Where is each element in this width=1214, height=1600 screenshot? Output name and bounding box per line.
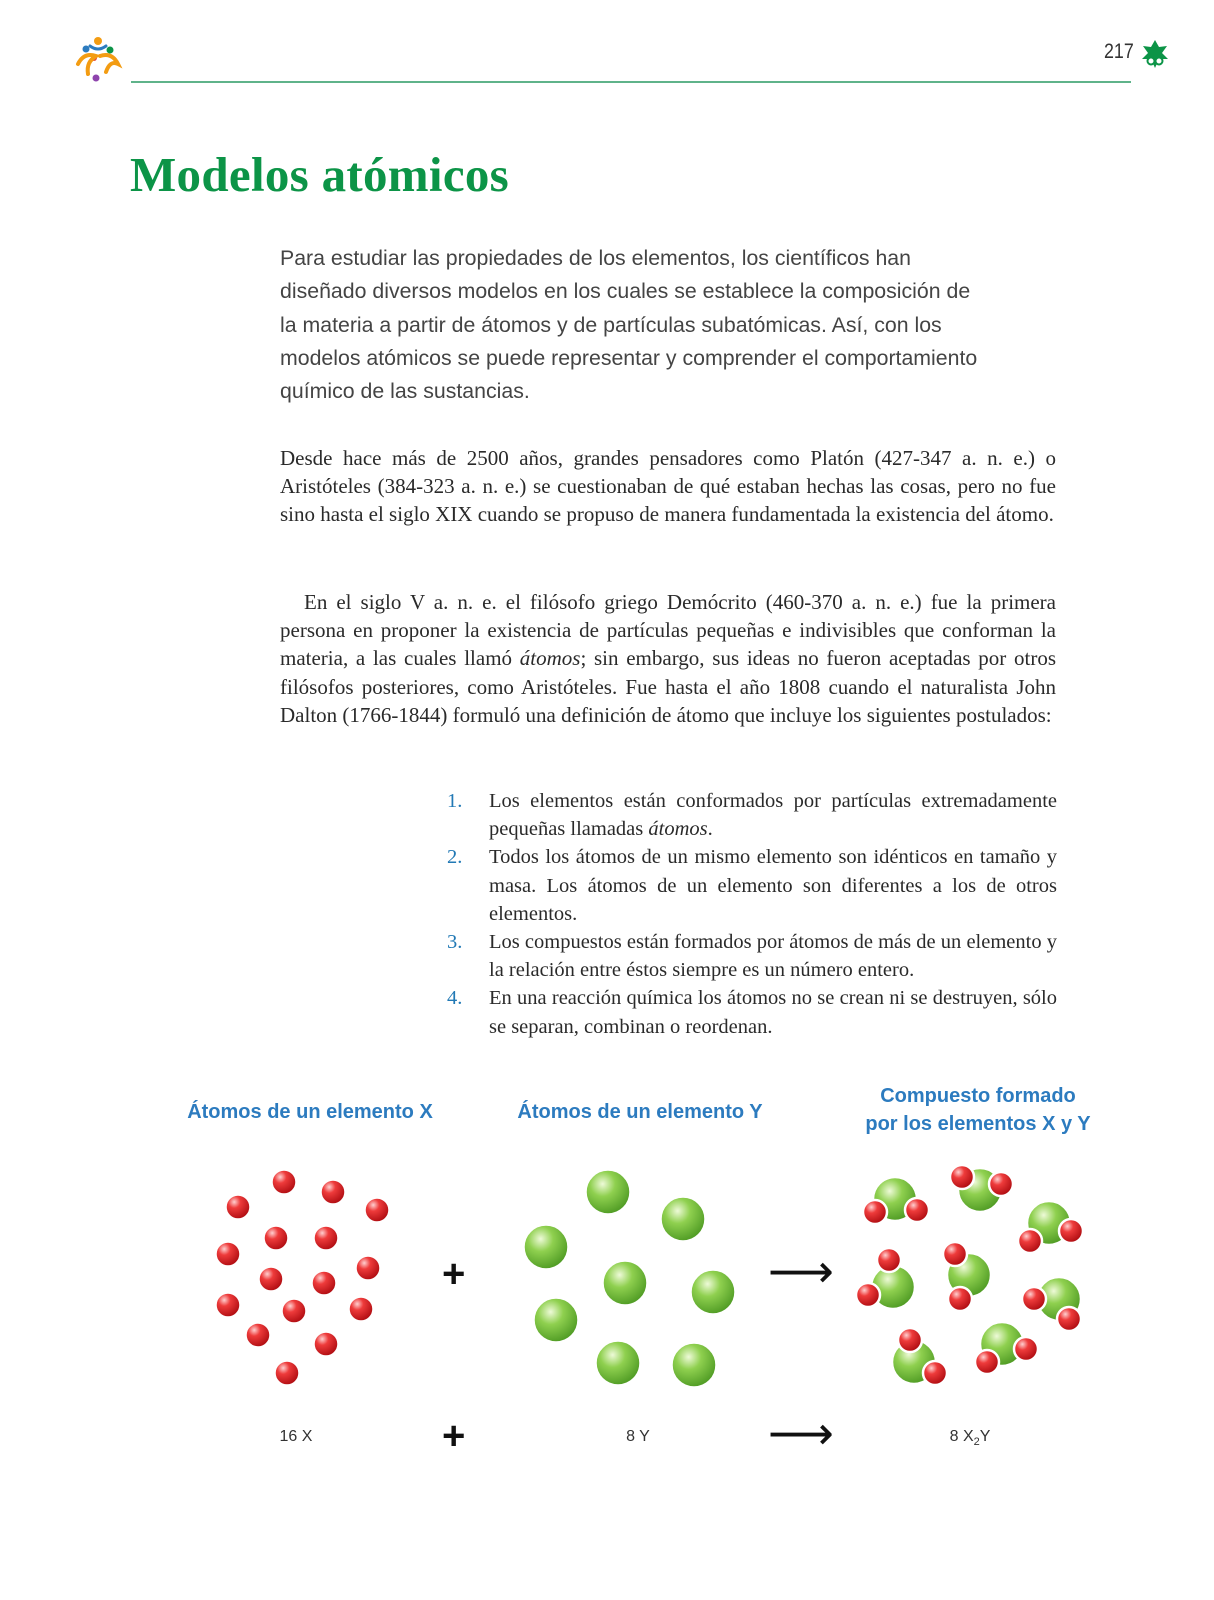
- atom-x: [272, 1170, 297, 1195]
- x2y-molecule: [892, 1328, 947, 1385]
- molecule-x-atom: [975, 1350, 999, 1374]
- postulate-item: [447, 843, 1057, 928]
- democritus-paragraph: [280, 588, 1056, 729]
- postulate-item: [447, 928, 1057, 984]
- caption-compound-suffix: Y: [979, 1428, 991, 1445]
- molecule-y-atom: [947, 1253, 991, 1297]
- dalton-postulates-list: [447, 787, 1057, 1041]
- molecule-x-atom: [898, 1328, 922, 1352]
- header-rule: [131, 81, 1131, 83]
- caption-compound-subscript: 2: [973, 1436, 980, 1449]
- x2y-molecule: [950, 1165, 1013, 1212]
- postulate-text: Los compuestos están formados por átomos de más de un elemento y la relación entre éstos siempre es un número entero.: [489, 931, 1057, 982]
- democritus-text-start: En el siglo V a. n. e. el filósofo griego Demócrito (460-370 a. n. e.) fue la primera persona en proponer la existencia de partículas pequeñas e indivisibles que conforman la materia, a las cuales llamó: [280, 590, 1056, 671]
- reaction-arrow-bottom: ⟶: [768, 1406, 834, 1460]
- postulate-number: 4.: [447, 987, 463, 1010]
- molecule-y-atom: [1027, 1201, 1071, 1245]
- compound-heading-line1: Compuesto formado: [880, 1085, 1076, 1107]
- postulate-emphasis: átomos: [648, 818, 708, 841]
- atom-x: [314, 1226, 339, 1251]
- molecule-x-atom: [948, 1287, 972, 1311]
- atom-x: [356, 1256, 381, 1281]
- x2y-molecule: [1018, 1201, 1083, 1253]
- atom-x: [282, 1299, 307, 1324]
- atom-y: [672, 1343, 717, 1388]
- molecule-x-atom: [877, 1248, 901, 1272]
- plus-sign-top: +: [442, 1252, 466, 1296]
- compound-heading: [828, 1082, 1128, 1138]
- atom-x: [246, 1323, 271, 1348]
- reaction-arrow-top: ⟶: [768, 1244, 834, 1298]
- postulate-number: 2.: [447, 846, 463, 869]
- molecule-y-atom: [1037, 1277, 1081, 1321]
- molecule-x-atom: [1014, 1337, 1038, 1361]
- molecule-x-atom: [989, 1172, 1013, 1196]
- atom-y: [534, 1298, 579, 1343]
- compound-heading-line2: por los elementos X y Y: [865, 1113, 1091, 1135]
- postulate-item: [447, 787, 1057, 843]
- molecule-x-atom: [950, 1165, 974, 1189]
- molecule-x-atom: [863, 1200, 887, 1224]
- molecule-x-atom: [1018, 1229, 1042, 1253]
- molecule-y-atom: [980, 1322, 1024, 1366]
- molecule-x-atom: [943, 1242, 967, 1266]
- molecule-x-atom: [1059, 1219, 1083, 1243]
- atom-y: [524, 1225, 569, 1270]
- atom-x: [275, 1361, 300, 1386]
- molecule-x-atom: [1022, 1287, 1046, 1311]
- atom-x: [216, 1293, 241, 1318]
- caption-compound-prefix: 8 X: [949, 1428, 974, 1445]
- democritus-text-end: ; sin embargo, sus ideas no fueron aceptadas por otros filósofos posteriores, como Aristóteles. Fue hasta el año 1808 cuando el naturalista John Dalton (1766-1844) formuló una definición de átomo que incluye los siguientes postulados:: [280, 646, 1056, 727]
- atom-x: [314, 1332, 339, 1357]
- molecule-y-atom: [892, 1340, 936, 1384]
- atom-x: [264, 1226, 289, 1251]
- molecule-y-atom: [871, 1265, 915, 1309]
- postulate-text: [489, 787, 1057, 843]
- atom-y: [661, 1197, 706, 1242]
- x2y-molecule: [1022, 1277, 1081, 1331]
- x2y-molecule: [856, 1248, 915, 1309]
- molecule-y-atom: [958, 1168, 1002, 1212]
- caption-compound: [910, 1428, 1030, 1448]
- atom-x: [226, 1195, 251, 1220]
- postulate-text-main: Los elementos están conformados por partículas extremadamente pequeñas llamadas: [489, 790, 1057, 841]
- caption-element-x: 16 X: [279, 1428, 313, 1445]
- molecule-x-atom: [1057, 1307, 1081, 1331]
- element-y-heading: Átomos de un elemento Y: [517, 1101, 763, 1123]
- atom-y: [691, 1270, 736, 1315]
- element-y-atoms: [524, 1170, 736, 1388]
- history-paragraph: Desde hace más de 2500 años, grandes pensadores como Platón (427-347 a. n. e.) o Aristóteles (384-323 a. n. e.) se cuestionaban de qué estaban hechas las cosas, pero no fue sino hasta el siglo XIX cuando se propuso de manera fundamentada la existencia del átomo.: [280, 446, 1056, 527]
- colorful-figures-logo-icon: [72, 34, 124, 84]
- atom-y: [596, 1341, 641, 1386]
- element-x-atoms: [216, 1170, 390, 1386]
- postulate-text-tail: .: [707, 818, 713, 841]
- molecule-x-atom: [905, 1198, 929, 1222]
- page-title: Modelos atómicos: [130, 147, 510, 202]
- postulate-number: 1.: [447, 790, 463, 812]
- atom-y: [603, 1261, 648, 1306]
- green-leaf-ornament-icon: [1140, 38, 1170, 72]
- intro-paragraph: Para estudiar las propiedades de los elementos, los científicos han diseñado diversos modelos en los cuales se establece la composición de la materia a partir de átomos y de partículas subatómicas. Así, con los modelos atómicos se puede representar y comprender el comportamiento químico de las sustancias.: [280, 246, 978, 404]
- element-x-heading: Átomos de un elemento X: [187, 1101, 433, 1123]
- atom-x: [365, 1198, 390, 1223]
- postulate-item: [447, 984, 1057, 1040]
- page-number: 217: [1104, 40, 1134, 63]
- atoms-emphasis: átomos: [519, 646, 581, 671]
- atom-x: [312, 1271, 337, 1296]
- atom-x: [321, 1180, 346, 1205]
- x2y-molecule: [943, 1242, 991, 1311]
- atom-x: [216, 1242, 241, 1267]
- plus-sign-bottom: +: [442, 1414, 466, 1458]
- compound-molecules: [856, 1165, 1083, 1385]
- molecule-y-atom: [873, 1177, 917, 1221]
- postulate-number: 3.: [447, 931, 463, 954]
- postulate-text: Todos los átomos de un mismo elemento son idénticos en tamaño y masa. Los átomos de un elemento son diferentes a los de otros elementos.: [489, 846, 1057, 925]
- postulate-text: En una reacción química los átomos no se crean ni se destruyen, sólo se separan, combinan o reordenan.: [489, 987, 1057, 1038]
- molecule-x-atom: [856, 1283, 880, 1307]
- molecule-x-atom: [923, 1361, 947, 1385]
- atom-y: [586, 1170, 631, 1215]
- x2y-molecule: [863, 1177, 929, 1224]
- caption-element-y: 8 Y: [626, 1428, 650, 1445]
- atom-x: [349, 1297, 374, 1322]
- atom-x: [259, 1267, 284, 1292]
- x2y-molecule: [975, 1322, 1038, 1374]
